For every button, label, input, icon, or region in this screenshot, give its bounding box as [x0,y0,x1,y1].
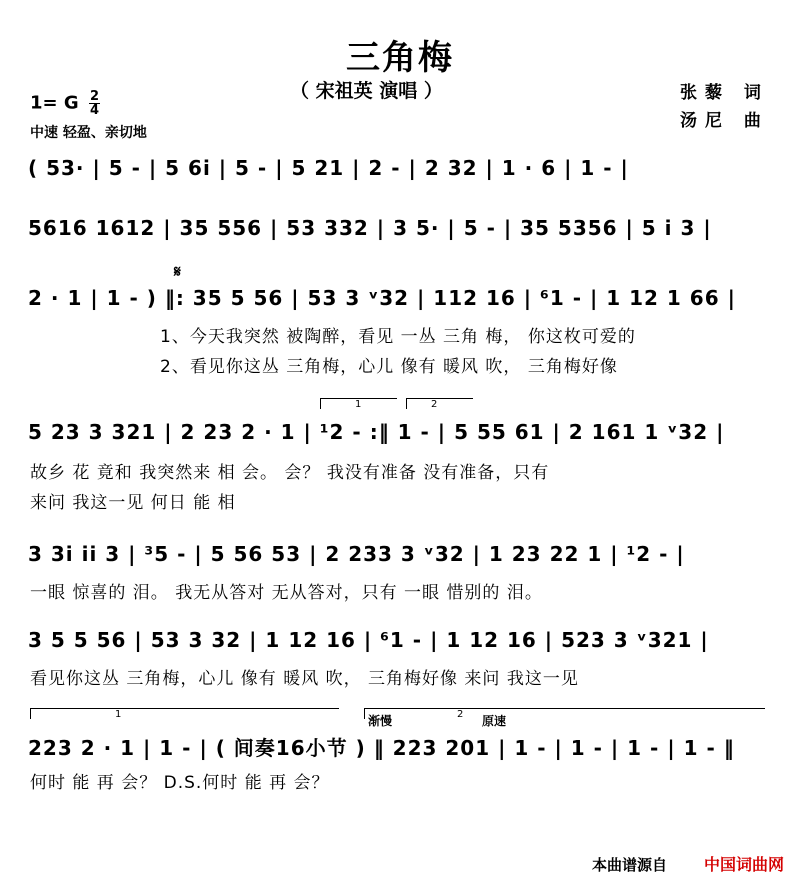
key-label: 1= G [30,92,79,114]
time-signature [89,90,100,117]
volta-bracket-1: 1 [320,398,397,409]
staff-line-6: 3 5 5 56 | 53 3 32 | 1 12 16 | ⁶1 - | 1 12 16 | 523 3 ᵛ321 | [28,628,709,652]
staff-line-7: 223 2 · 1 | 1 - | ( 间奏16小节 ) ‖ 223 201 | 1 - | 1 - | 1 - | 1 - ‖ [28,736,735,760]
composer-credit: 汤尼 曲 [680,111,769,131]
lyricist-credit: 张藜 词 [680,83,769,103]
staff-line-5: 3 3i ii 3 | ³5 - | 5 56 53 | 2 233 3 ᵛ32 | 1 23 22 1 | ¹2 - | [28,542,685,566]
staff-line-1: ( 53· | 5 - | 5 6i | 5 - | 5 21 | 2 - | 2 32 | 1 · 6 | 1 - | [28,156,629,180]
volta-bracket-ending-1: 1 [30,708,339,719]
tempo-marking: 中速 轻盈、亲切地 [30,125,147,141]
ritardando-marking: 渐慢 [368,714,393,728]
segno-sign: 𝄋 [174,262,181,281]
time-top: 2 [89,89,99,104]
lyric-verse-2: 2、看见你这丛 三角梅，心儿 像有 暖风 吹， 三角梅好像 [160,357,618,377]
lyric-line-5: 一眼 惊喜的 泪。 我无从答对 无从答对，只有 一眼 惜别的 泪。 [30,583,543,603]
performer-subtitle: （ 宋祖英 演唱 ） [290,80,443,102]
volta-bracket-ending-2: 2 [364,708,765,719]
lyric-line-4: 来问 我这一见 何日 能 相 [30,493,236,513]
page-title: 三角梅 [346,38,454,78]
lyric-line-6: 看见你这丛 三角梅，心儿 像有 暖风 吹， 三角梅好像 来问 我这一见 [30,669,579,689]
a-tempo-marking: 原速 [482,714,507,728]
source-site-link[interactable]: 中国词曲网 [704,855,785,874]
staff-line-3: 2 · 1 | 1 - ) ‖: 35 5 56 | 53 3 ᵛ32 | 112 16 | ⁶1 - | 1 12 1 66 | [28,286,736,310]
staff-line-4: 5 23 3 321 | 2 23 2 · 1 | ¹2 - :‖ 1 - | 5 55 61 | 2 161 1 ᵛ32 | [28,420,725,444]
lyric-verse-1: 1、今天我突然 被陶醉，看见 一丛 三角 梅， 你这枚可爱的 [160,327,636,347]
staff-line-2: 5616 1612 | 35 556 | 53 332 | 3 5· | 5 - | 35 5356 | 5 i 3 | [28,216,712,240]
time-bottom: 4 [89,103,99,118]
source-label: 本曲谱源自 [592,856,668,874]
lyric-line-7: 何时 能 再 会？ D.S.何时 能 再 会？ [30,773,330,793]
volta-bracket-2: 2 [406,398,473,409]
lyric-line-3: 故乡 花 竟和 我突然来 相 会。 会？ 我没有准备 没有准备，只有 [30,463,550,483]
key-signature [30,90,100,117]
